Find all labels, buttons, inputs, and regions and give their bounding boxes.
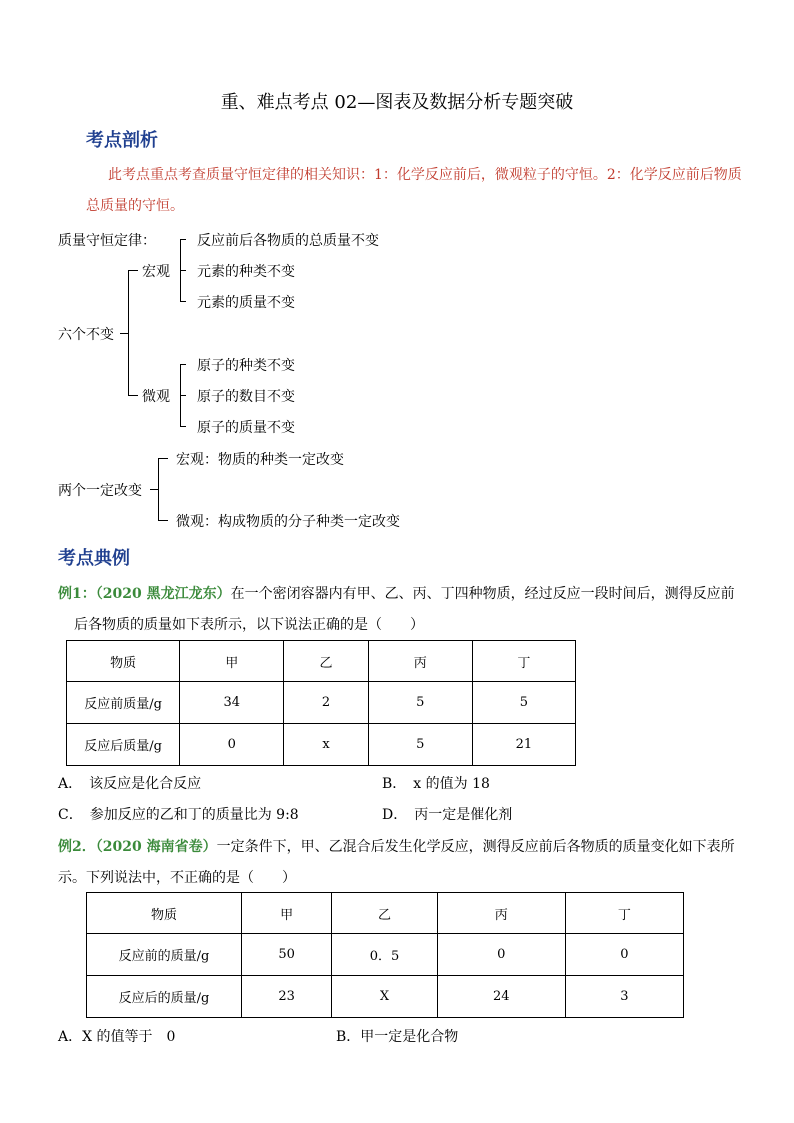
macro-item-3: 元素的质量不变 bbox=[197, 295, 295, 311]
table-header-cell: 物质 bbox=[67, 641, 180, 682]
intro-line-1: 此考点重点考查质量守恒定律的相关知识：1：化学反应前后，微观粒子的守恒。2：化学反应前后物质 bbox=[108, 167, 742, 183]
table-cell: 0 bbox=[565, 934, 683, 976]
example1-option-d: D． 丙一定是催化剂 bbox=[382, 807, 513, 823]
example1-stem-line1: 例1：（2020 黑龙江龙东）在一个密闭容器内有甲、乙、丙、丁四种物质，经过反应一段时间后，测得反应前 bbox=[58, 586, 735, 602]
two-change-bracket bbox=[158, 458, 159, 520]
six-bracket bbox=[128, 270, 129, 395]
example2-table bbox=[86, 892, 684, 1018]
table-header-cell: 丙 bbox=[437, 893, 565, 934]
table-cell: 2 bbox=[284, 682, 368, 724]
example2-option-b: B．甲一定是化合物 bbox=[336, 1029, 459, 1045]
intro-line-2: 总质量的守恒。 bbox=[86, 198, 184, 214]
table-cell: X bbox=[332, 976, 437, 1018]
table-header-cell: 丙 bbox=[368, 641, 472, 682]
table-cell: 21 bbox=[472, 724, 575, 766]
table-header-row bbox=[67, 641, 576, 682]
tree-root-label: 质量守恒定律： bbox=[58, 233, 156, 249]
table-cell: 0．5 bbox=[332, 934, 437, 976]
table-cell: 3 bbox=[565, 976, 683, 1018]
table-cell: 0 bbox=[180, 724, 284, 766]
table-cell: 反应后的质量/g bbox=[87, 976, 242, 1018]
example1-option-b: B． x 的值为 18 bbox=[382, 776, 490, 792]
macro-label: 宏观 bbox=[142, 264, 170, 280]
micro-item-2: 原子的数目不变 bbox=[197, 389, 295, 405]
table-header-cell: 乙 bbox=[332, 893, 437, 934]
table-header-cell: 物质 bbox=[87, 893, 242, 934]
six-unchanged-label: 六个不变 bbox=[58, 327, 114, 343]
micro-item-1: 原子的种类不变 bbox=[197, 358, 295, 374]
section-heading-examples: 考点典例 bbox=[58, 548, 130, 569]
table-header-cell: 丁 bbox=[565, 893, 683, 934]
table-cell: 5 bbox=[368, 682, 472, 724]
table-cell: 34 bbox=[180, 682, 284, 724]
example1-table bbox=[66, 640, 576, 766]
table-cell: 23 bbox=[241, 976, 331, 1018]
table-cell: 反应前的质量/g bbox=[87, 934, 242, 976]
two-change-item-1: 宏观：物质的种类一定改变 bbox=[176, 452, 344, 468]
table-cell: 0 bbox=[437, 934, 565, 976]
table-cell: 50 bbox=[241, 934, 331, 976]
micro-item-3: 原子的质量不变 bbox=[197, 420, 295, 436]
table-cell: 反应后质量/g bbox=[67, 724, 180, 766]
example1-stem-line2: 后各物质的质量如下表所示，以下说法正确的是（ ） bbox=[74, 617, 424, 633]
table-header-row bbox=[87, 893, 684, 934]
table-cell: x bbox=[284, 724, 368, 766]
table-header-cell: 乙 bbox=[284, 641, 368, 682]
table-row bbox=[67, 682, 576, 724]
example1-label: 例1：（2020 黑龙江龙东） bbox=[58, 586, 231, 602]
section-heading-analysis: 考点剖析 bbox=[86, 130, 158, 151]
table-header-cell: 甲 bbox=[241, 893, 331, 934]
example2-label: 例2．（2020 海南省卷） bbox=[58, 839, 217, 855]
table-row bbox=[87, 976, 684, 1018]
table-row bbox=[67, 724, 576, 766]
table-header-cell: 甲 bbox=[180, 641, 284, 682]
example1-option-c: C． 参加反应的乙和丁的质量比为 9:8 bbox=[58, 807, 299, 823]
micro-label: 微观 bbox=[142, 389, 170, 405]
two-change-label: 两个一定改变 bbox=[58, 483, 142, 499]
example2-option-a: A．X 的值等于 0 bbox=[58, 1029, 176, 1045]
example2-stem-line2: 示。下列说法中，不正确的是（ ） bbox=[58, 870, 296, 886]
table-cell: 5 bbox=[368, 724, 472, 766]
table-cell: 5 bbox=[472, 682, 575, 724]
page-title: 重、难点考点 02—图表及数据分析专题突破 bbox=[220, 92, 574, 113]
two-change-item-2: 微观：构成物质的分子种类一定改变 bbox=[176, 514, 400, 530]
example1-option-a: A． 该反应是化合反应 bbox=[58, 776, 202, 792]
table-header-cell: 丁 bbox=[472, 641, 575, 682]
example2-stem-line1: 例2．（2020 海南省卷）一定条件下，甲、乙混合后发生化学反应，测得反应前后各物质的质量变化如下表所 bbox=[58, 839, 735, 855]
macro-item-1: 反应前后各物质的总质量不变 bbox=[197, 233, 379, 249]
table-row bbox=[87, 934, 684, 976]
macro-item-2: 元素的种类不变 bbox=[197, 264, 295, 280]
table-cell: 反应前质量/g bbox=[67, 682, 180, 724]
table-cell: 24 bbox=[437, 976, 565, 1018]
